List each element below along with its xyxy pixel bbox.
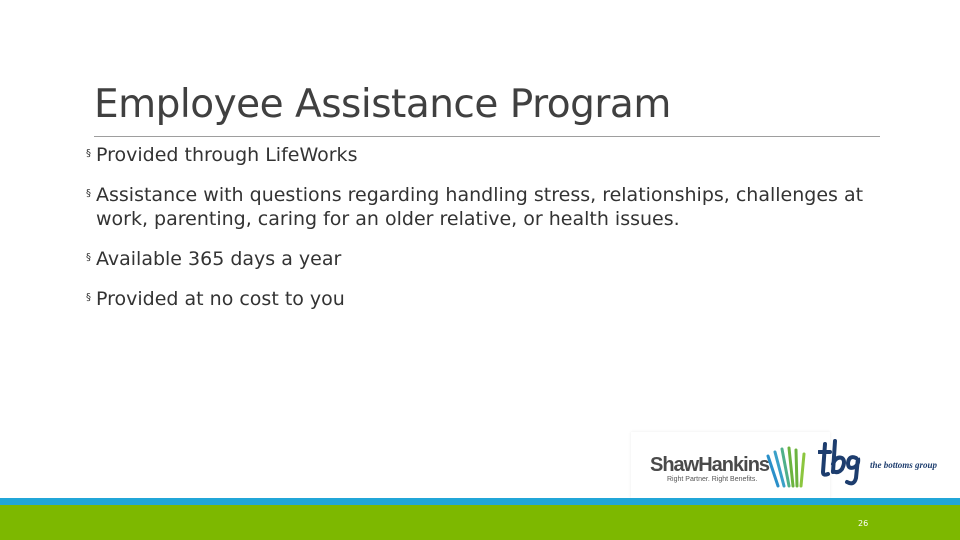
bullet-marker: § [86, 292, 91, 303]
bullet-marker: § [86, 148, 91, 159]
bullet-marker: § [86, 188, 91, 199]
shaw-hankins-tagline: Right Partner. Right Benefits. [667, 476, 758, 483]
bullet-text: Available 365 days a year [96, 248, 342, 270]
bullet-text: Assistance with questions regarding handling stress, relationships, challenges at work, parenting, caring for an older relative, or health issues. [96, 184, 864, 230]
title-divider [94, 136, 880, 137]
bullet-item-4 [86, 287, 886, 311]
shaw-hankins-name: ShawHankins [650, 454, 770, 476]
bullet-item-1 [86, 143, 886, 167]
bullet-marker: § [86, 252, 91, 263]
tbg-name: the bottoms group [870, 460, 938, 470]
footer-green-band [0, 505, 960, 540]
bullet-item-3 [86, 247, 886, 271]
bullet-list [86, 143, 886, 311]
page-number: 26 [858, 519, 869, 528]
bullet-text: Provided at no cost to you [96, 288, 345, 310]
tbg-mark-icon [818, 438, 870, 490]
footer-blue-band [0, 498, 960, 505]
slide-title: Employee Assistance Program [94, 82, 671, 127]
bullet-text: Provided through LifeWorks [96, 144, 358, 166]
shaw-hankins-mark-icon [762, 446, 810, 488]
bullet-item-2 [86, 183, 886, 231]
